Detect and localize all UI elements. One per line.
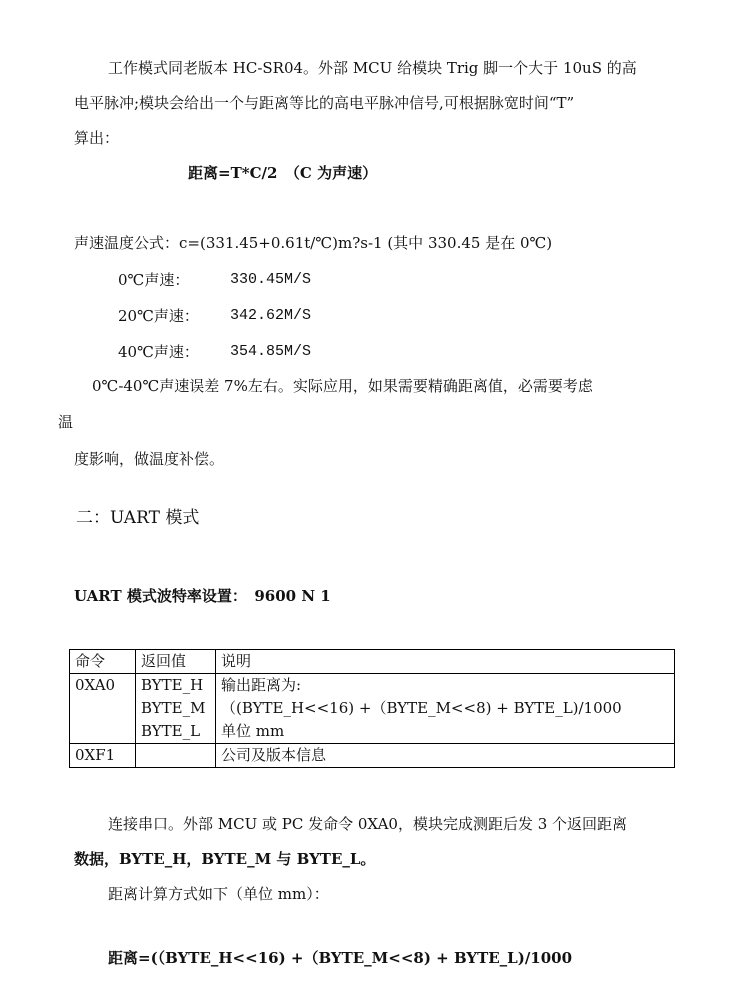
- error-note-line: 0℃-40℃声速误差 7%左右。实际应用，如果需要精确距离值，必需要考虑: [92, 377, 593, 395]
- speed-formula: 声速温度公式：c=(331.45+0.61t/℃)m?s-1 (其中 330.45 是在 0℃): [74, 234, 553, 252]
- speed-value: 354.85M/S: [230, 343, 312, 360]
- table-header-row: [70, 650, 675, 674]
- table-cell-returns: [136, 674, 216, 744]
- table-cell-desc: [216, 674, 675, 744]
- section-title: 二：UART 模式: [76, 508, 200, 528]
- speed-label: 40℃声速：: [118, 343, 199, 361]
- paragraph-line: 算出：: [74, 129, 120, 147]
- table-cell-cmd: 0XA0: [70, 674, 136, 744]
- table-cell-cmd: 0XF1: [70, 744, 136, 768]
- command-table: [69, 649, 675, 768]
- speed-value: 342.62M/S: [230, 307, 312, 324]
- return-value: BYTE_M: [141, 699, 206, 717]
- table-header-cell: 命令: [70, 650, 136, 674]
- paragraph-line: 电平脉冲;模块会给出一个与距离等比的高电平脉冲信号,可根据脉宽时间“T”: [74, 94, 575, 112]
- distance-formula: 距离=T*C/2 （C 为声速）: [188, 164, 378, 182]
- error-note-line: 度影响，做温度补偿。: [74, 450, 225, 468]
- paragraph-line: 工作模式同老版本 HC-SR04。外部 MCU 给模块 Trig 脚一个大于 10uS 的高: [108, 59, 637, 77]
- paragraph-line: 数据，BYTE_H，BYTE_M 与 BYTE_L。: [74, 850, 376, 868]
- table-row: [70, 674, 675, 744]
- table-header-cell: 说明: [216, 650, 675, 674]
- baud-setting: UART 模式波特率设置： 9600 N 1: [74, 587, 331, 605]
- table-cell-desc: 公司及版本信息: [216, 744, 675, 768]
- desc-line: （(BYTE_H<<16) +（BYTE_M<<8) + BYTE_L)/1000: [221, 699, 622, 717]
- paragraph-line: 连接串口。外部 MCU 或 PC 发命令 0XA0，模块完成测距后发 3 个返回距离: [108, 815, 628, 833]
- error-note-line: 温: [58, 413, 74, 431]
- table-cell-returns: [136, 744, 216, 768]
- return-value: BYTE_H: [141, 676, 204, 694]
- desc-line: 输出距离为:: [221, 676, 302, 694]
- table-row: [70, 744, 675, 768]
- desc-line: 单位 mm: [221, 722, 285, 740]
- speed-value: 330.45M/S: [230, 271, 312, 288]
- return-value: BYTE_L: [141, 722, 201, 740]
- speed-label: 0℃声速：: [118, 271, 190, 289]
- paragraph-line: 距离计算方式如下（单位 mm）：: [108, 885, 329, 903]
- speed-label: 20℃声速：: [118, 307, 199, 325]
- final-formula: 距离=(（BYTE_H<<16) +（BYTE_M<<8) + BYTE_L)/1000: [108, 949, 573, 967]
- table-header-cell: 返回值: [136, 650, 216, 674]
